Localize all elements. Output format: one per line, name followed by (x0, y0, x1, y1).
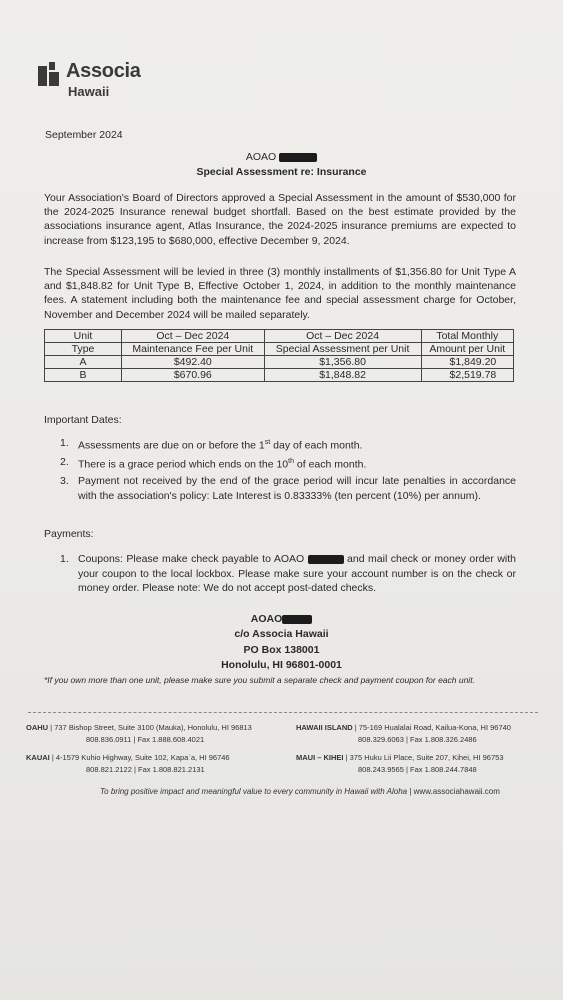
table-header-cell: Maintenance Fee per Unit (122, 343, 265, 356)
payments-list (60, 552, 516, 598)
table-header-row (45, 330, 514, 343)
list-sup: th (288, 458, 294, 465)
table-cell: $1,848.82 (264, 369, 421, 382)
office-tag: KAUAI (26, 753, 50, 762)
assessment-table (44, 329, 514, 382)
list-text: Assessments are due on or before the 1 (78, 439, 265, 452)
office-oahu: OAHU | 737 Bishop Street, Suite 3100 (Mauka), Honolulu, HI 96813 (26, 723, 252, 732)
table-row (45, 356, 514, 369)
tagline-text: To bring positive impact and meaningful value to every community in Hawaii with Aloha (100, 787, 408, 796)
address-line: Honolulu, HI 96801-0001 (221, 659, 342, 671)
table-cell: B (45, 369, 122, 382)
office-kauai: KAUAI | 4-1579 Kuhio Highway, Suite 102, Kapa`a, HI 96746 (26, 753, 230, 762)
list-number: 3. (60, 475, 69, 487)
table-header-row (45, 343, 514, 356)
table-header-cell: Type (45, 343, 122, 356)
table-header-cell: Unit (45, 330, 122, 343)
payments-title: Payments: (44, 528, 94, 540)
list-text: There is a grace period which ends on the 10 (78, 458, 289, 471)
office-address: 75-169 Hualalai Road, Kailua-Kona, HI 96740 (358, 723, 511, 732)
associa-logo-mark-icon (38, 62, 62, 86)
list-item (60, 552, 516, 596)
office-tag: OAHU (26, 723, 49, 732)
list-sup: st (264, 439, 271, 446)
address-aoao-text: AOAO (250, 613, 283, 625)
office-address: 737 Bishop Street, Suite 3100 (Mauka), Honolulu, HI 96813 (54, 723, 252, 732)
table-row (45, 369, 514, 382)
heading-subject: Special Assessment re: Insurance (196, 166, 367, 178)
office-hawaii-island: HAWAII ISLAND | 75-169 Hualalai Road, Kailua-Kona, HI 96740 (296, 723, 511, 732)
list-number: 1. (60, 553, 69, 565)
office-maui-phone: 808.243.9565 | Fax 1.808.244.7848 (358, 765, 477, 774)
office-address: 4-1579 Kuhio Highway, Suite 102, Kapa`a, HI 96746 (55, 753, 230, 762)
paragraph-special-assessment: Your Association's Board of Directors approved a Special Assessment in the amount of $530,000 for the 2024-2025 Insurance renewal budget shortfall. Based on the best estimate provided by the associations insurance agent, Atlas Insurance, the 2024-2025 insurance premiums are expected to increase from $123,195 to $680,000, effective December 9, 2024. (44, 192, 516, 247)
list-text: Coupons: Please make check payable to AOAO (78, 553, 305, 565)
office-oahu-phone: 808.836.0911 | Fax 1.888.608.4021 (86, 735, 205, 744)
list-text: Payment not received by the end of the grace period will incur late penalties in accordance with the association's policy: Late Interest is 0.83333% (ten percent (10%) per annum). (78, 475, 516, 502)
brand-name: Associa (66, 60, 141, 82)
list-item (60, 455, 516, 472)
footer-divider (28, 712, 538, 713)
address-line: PO Box 138001 (243, 644, 320, 656)
list-item (60, 436, 516, 453)
list-item (60, 474, 516, 503)
heading-aoao (0, 150, 563, 164)
redacted-mark (279, 153, 317, 162)
table-cell: $492.40 (122, 356, 265, 369)
office-maui-kihei: MAUI – KIHEI | 375 Huku Lii Place, Suite 207, Kihei, HI 96753 (296, 753, 504, 762)
footnote: *If you own more than one unit, please make sure you submit a separate check and payment coupon for each unit. (44, 675, 475, 685)
table-header-cell: Special Assessment per Unit (264, 343, 421, 356)
redacted-mark (282, 615, 312, 624)
table-cell: $2,519.78 (421, 369, 513, 382)
list-text: and mail check or money order with your coupon to the local lockbox. Please make sure your account number is on the check or money order. Please note: We do not accept post-dated checks. (78, 553, 516, 594)
redacted-mark (308, 555, 344, 564)
table-header-cell: Total Monthly (421, 330, 513, 343)
list-number: 2. (60, 456, 69, 468)
important-dates-list (60, 436, 516, 505)
address-aoao (0, 612, 563, 626)
table-header-cell: Oct – Dec 2024 (122, 330, 265, 343)
office-hawaii-phone: 808.329.6063 | Fax 1.808.326.2486 (358, 735, 477, 744)
important-dates-title: Important Dates: (44, 414, 122, 426)
table-cell: $1,849.20 (421, 356, 513, 369)
office-kauai-phone: 808.821.2122 | Fax 1.808.821.2131 (86, 765, 205, 774)
list-number: 1. (60, 437, 69, 449)
table-header-cell: Oct – Dec 2024 (264, 330, 421, 343)
table-cell: $1,356.80 (264, 356, 421, 369)
table-header-cell: Amount per Unit (421, 343, 513, 356)
letter-date: September 2024 (45, 129, 123, 141)
table-cell: A (45, 356, 122, 369)
office-tag: HAWAII ISLAND (296, 723, 353, 732)
office-address: 375 Huku Lii Place, Suite 207, Kihei, HI 96753 (349, 753, 504, 762)
list-text: of each month. (293, 458, 367, 471)
table-cell: $670.96 (122, 369, 265, 382)
brand-region: Hawaii (68, 84, 110, 99)
office-tag: MAUI – KIHEI (296, 753, 344, 762)
heading-aoao-text: AOAO (245, 151, 277, 163)
paragraph-installments: The Special Assessment will be levied in three (3) monthly installments of $1,356.80 for Unit Type A and $1,848.82 for Unit Type B, Effective October 1, 2024, in addition to the monthly maintenance fees. A statement including both the maintenance fee and special assessment charge for October, November and December 2024 will be mailed separately. (44, 266, 516, 321)
website-link[interactable]: www.associahawaii.com (413, 787, 500, 796)
footer-tagline: To bring positive impact and meaningful value to every community in Hawaii with Aloha | www.associahawaii.com (100, 787, 500, 796)
list-text: day of each month. (270, 439, 363, 452)
address-line: c/o Associa Hawaii (234, 628, 329, 640)
